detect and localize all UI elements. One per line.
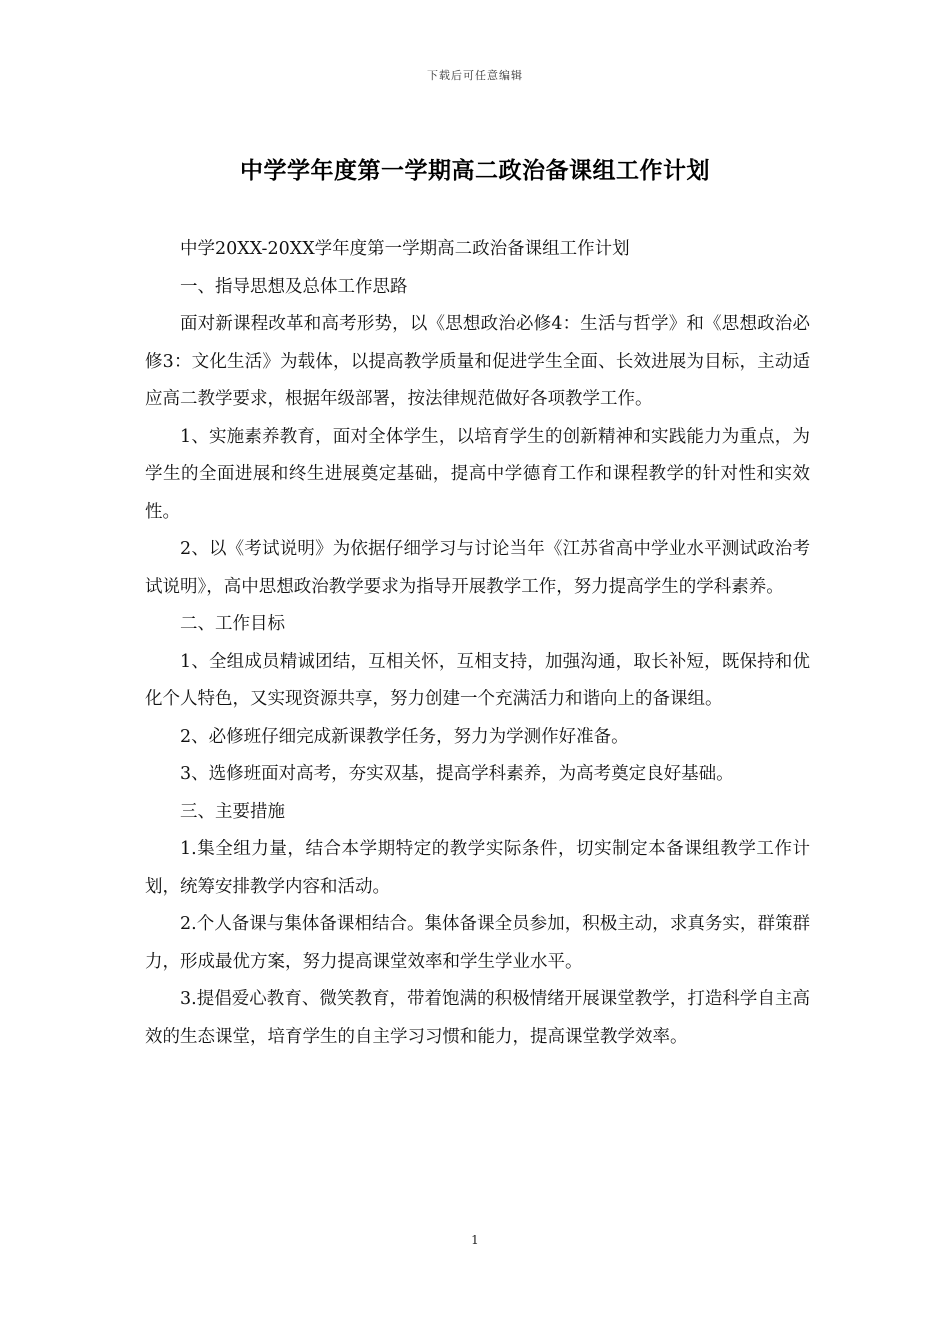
paragraph: 1、实施素养教育，面对全体学生，以培育学生的创新精神和实践能力为重点，为学生的全面进展和终生进展奠定基础，提高中学德育工作和课程教学的针对性和实效性。: [145, 426, 810, 522]
paragraph: 1、全组成员精诚团结，互相关怀，互相支持，加强沟通，取长补短，既保持和优化个人特色，又实现资源共享，努力创建一个充满活力和谐向上的备课组。: [145, 651, 810, 709]
paragraph: 2、必修班仔细完成新课教学任务，努力为学测作好准备。: [180, 726, 629, 747]
document-title: 中学学年度第一学期高二政治备课组工作计划: [240, 157, 710, 184]
section-heading-1: 一、指导思想及总体工作思路: [180, 276, 408, 297]
paragraph-intro: 中学20XX-20XX学年度第一学期高二政治备课组工作计划: [180, 239, 630, 259]
page-number: 1: [471, 1233, 479, 1247]
paragraph: 2.个人备课与集体备课相结合。集体备课全员参加，积极主动，求真务实，群策群力，形成最优方案，努力提高课堂效率和学生学业水平。: [145, 914, 810, 972]
header-note: 下载后可任意编辑: [427, 69, 523, 82]
paragraph: 3、选修班面对高考，夯实双基，提高学科素养，为高考奠定良好基础。: [180, 764, 734, 784]
document-body: [145, 231, 810, 1056]
paragraph: 2、以《考试说明》为依据仔细学习与讨论当年《江苏省高中学业水平测试政治考试说明》，高中思想政治教学要求为指导开展教学工作，努力提高学生的学科素养。: [145, 539, 810, 597]
section-heading-3: 三、主要措施: [180, 801, 285, 822]
section-heading-2: 二、工作目标: [180, 614, 285, 634]
paragraph: 3.提倡爱心教育、微笑教育，带着饱满的积极情绪开展课堂教学，打造科学自主高效的生态课堂，培育学生的自主学习习惯和能力，提高课堂教学效率。: [145, 989, 810, 1047]
paragraph: 面对新课程改革和高考形势，以《思想政治必修4：生活与哲学》和《思想政治必修3：文化生活》为载体，以提高教学质量和促进学生全面、长效进展为目标，主动适应高二教学要求，根据年级部署，按法律规范做好各项教学工作。: [145, 314, 810, 409]
paragraph: 1.集全组力量，结合本学期特定的教学实际条件，切实制定本备课组教学工作计划，统筹安排教学内容和活动。: [145, 839, 810, 897]
